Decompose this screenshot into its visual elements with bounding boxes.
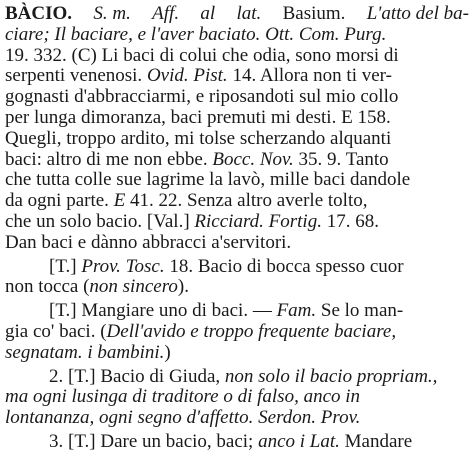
dictionary-entry <box>5 0 469 451</box>
entry-line-13 <box>5 257 469 278</box>
gloss-text: lontananza, ogni segno d'affetto. <box>5 407 254 429</box>
entry-line-18 <box>5 367 469 388</box>
gloss-text: segnatam. i bambini. <box>5 341 165 363</box>
citation-text: [T.] Mangiare uno di baci. — <box>49 300 272 322</box>
entry-line-17 <box>5 343 469 364</box>
citation-text: da ogni parte. <box>5 190 109 212</box>
citation-text: Dan baci e dànno abbracci a'servitori. <box>5 231 292 253</box>
entry-line-8 <box>5 150 469 171</box>
gloss-text: non solo il bacio propriam., <box>224 365 438 387</box>
entry-line-2 <box>5 25 469 46</box>
citation-text: 18. Bacio di bocca spesso cuor <box>169 255 404 277</box>
gloss-text: non sincero <box>89 276 178 298</box>
citation-text: Quegli, troppo ardito, mi tolse scherzando alquanti <box>5 127 392 149</box>
headword: BÀCIO. <box>5 3 73 24</box>
citation-text: 17. 68. <box>326 210 379 232</box>
latin-word: Basium. <box>282 3 346 24</box>
entry-line-16 <box>5 322 469 343</box>
entry-line-15 <box>5 301 469 322</box>
entry-line-10 <box>5 191 469 212</box>
sense-text: Mandare <box>344 430 413 451</box>
entry-line-12 <box>5 233 469 254</box>
etymology-label: lat. <box>236 3 262 24</box>
entry-line-19 <box>5 387 469 408</box>
sense-marker: [T.] <box>49 255 77 277</box>
source-reference: Serdon. Prov. <box>258 407 361 429</box>
entry-line-9 <box>5 170 469 191</box>
citation-text: serpenti venenosi. <box>5 65 143 87</box>
citation-text: che tutta colle sue lagrime la lavò, mille baci dandole <box>5 169 411 191</box>
citation-text: ) <box>164 341 171 363</box>
gloss-text: ma ogni lusinga di traditore o di falso, anco in <box>5 386 361 408</box>
sense-text: 3. [T.] Dare un bacio, baci; <box>49 430 254 451</box>
source-reference: Bocc. Nov. <box>212 148 294 170</box>
source-reference: Ricciard. Fortig. <box>194 210 322 232</box>
citation-text: 14. Allora non ti ver- <box>232 65 392 87</box>
entry-line-21 <box>5 432 469 451</box>
entry-line-4 <box>5 66 469 87</box>
definition-text: ciare; Il baciare, e l'aver baciato. Ott. Com. Purg. <box>5 23 387 45</box>
source-reference: Ovid. Pist. <box>146 65 228 87</box>
source-reference: E <box>113 190 126 212</box>
citation-text: 41. 22. Senza altro averle tolto, <box>130 190 368 212</box>
entry-line-11 <box>5 212 469 233</box>
entry-line-3 <box>5 46 469 67</box>
gloss-text: Dell'avido e troppo frequente baciare, <box>106 320 397 342</box>
definition-text: L'atto del ba- <box>366 3 469 24</box>
grammar-label: S. m. <box>93 3 131 24</box>
register-label: Fam. <box>276 300 317 322</box>
citation-text: 19. 332. (C) Li baci di colui che odia, sono morsi di <box>5 44 399 66</box>
citation-text: 35. 9. Tanto <box>298 148 389 170</box>
entry-line-1 <box>5 4 469 25</box>
sense-text: 2. [T.] Bacio di Giuda, <box>49 365 221 387</box>
entry-line-20 <box>5 408 469 429</box>
citation-text: baci: altro di me non ebbe. <box>5 148 208 170</box>
etymology-label: al <box>200 3 216 24</box>
citation-text: che un solo bacio. [Val.] <box>5 210 190 232</box>
citation-text: gognasti d'abbracciarmi, e riposandoti sul mio collo <box>5 86 399 108</box>
citation-text: ). <box>177 276 189 298</box>
gloss-text: anco i Lat. <box>258 430 340 451</box>
entry-line-6 <box>5 108 469 129</box>
citation-text: gia co' baci. ( <box>5 320 107 342</box>
entry-line-5 <box>5 87 469 108</box>
source-reference: Prov. Tosc. <box>81 255 165 277</box>
entry-line-14 <box>5 277 469 298</box>
citation-text: non tocca ( <box>5 276 90 298</box>
etymology-label: Aff. <box>152 3 180 24</box>
citation-text: Se lo man- <box>320 300 404 322</box>
entry-line-7 <box>5 129 469 150</box>
citation-text: per lunga dimoranza, baci premuti mi desti. E 158. <box>5 106 391 128</box>
